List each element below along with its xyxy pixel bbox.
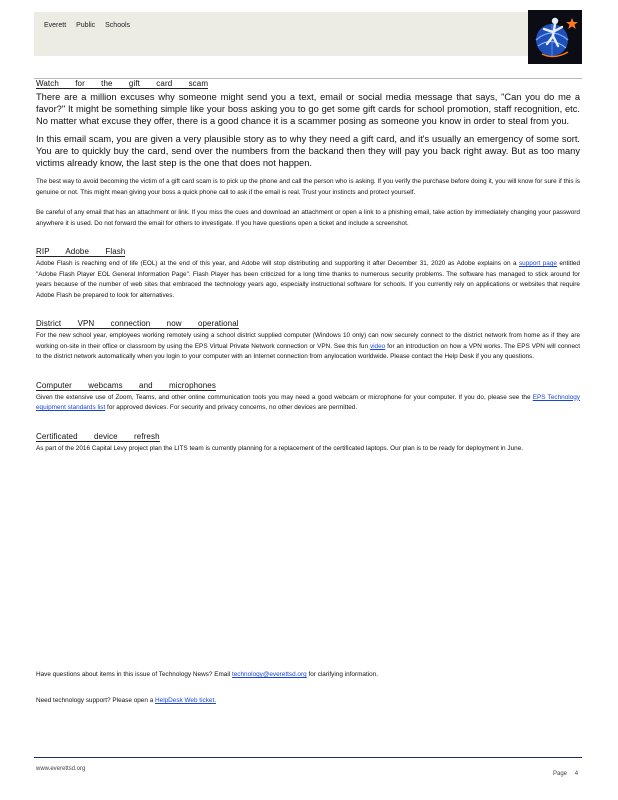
contact-support [36,697,580,704]
section-heading: RIP Adobe Flash [36,247,126,256]
vpn-video-link[interactable]: video [369,342,386,350]
paragraph-text: entitled "Adobe Flash Player EOL General Information Page". Flash Player has been criticized for a long time thanks to numerous security problems. The software has managed to stick around for years because of the number of web sites that embraced the technology years ago, especially instructional software for schools. If you currently rely on applications or websites that require Adobe Flash be prepared to look for alternatives. [36,260,581,299]
paragraph-text: Given the extensive use of Zoom, Teams, and other online communication tools you may need a good webcam or microphone for your computer. If you do, please see the [36,393,533,401]
page-number [553,771,578,777]
section-heading: Computer webcams and microphones [36,380,216,390]
section-device-refresh [36,426,580,455]
contact-text: Need technology support? Please open a [36,697,156,704]
section-gift-card-scam [36,73,580,229]
page-label: Page [553,771,568,777]
paragraph-text: for an introduction on how a VPN works. The EPS VPN will connect to the district network automatically when you login to your computer with an Internet connection from anylocation worldwide. Please contact the Help Desk if you any questions. [36,342,581,360]
page-number-value: 4 [574,771,579,777]
section-heading: Watch for the gift card scam [36,79,209,88]
paragraph-text: for approved devices. For security and privacy concerns, no other devices are permitted. [105,404,358,411]
district-logo-icon [528,10,582,64]
paragraph: In this email scam, you are given a very plausible story as to why they need a gift card, and it's usually an emergency of some sort. You are to quickly buy the card, send over the numbers from the backand then they will pay you back right away. But as too many victims already know, the last step is the one that does not happen. [36,134,580,168]
section-adobe-flash [36,241,580,301]
section-heading: Certificated device refresh [36,431,160,441]
paragraph [36,331,580,363]
footer-rule [34,757,582,758]
section-heading: District VPN connection now operational [36,319,239,328]
school-name: Everett Public Schools [44,22,131,29]
helpdesk-ticket-link[interactable]: HelpDesk Web ticket. [155,697,217,704]
paragraph-text: For the new school year, employees working remotely using a school district supplied computer (Windows 10 only) can now securely connect to the district network from home as if they are working on-site in their office or classroom by using the EPS Virtual Private Network connection or VPN. See this fun [36,332,580,350]
equipment-standards-link[interactable]: EPS Technology equipment standards list [36,393,581,411]
paragraph [36,259,580,301]
email-link[interactable]: technology@everettsd.org [231,671,307,678]
contact-questions [36,671,580,678]
section-webcams [36,375,580,414]
paragraph: Be careful of any email that has an attachment or link. If you miss the cues and download an attachment or open a link to a phishing email, take action by immediately changing your password anywhere it is used. Do not forward the email for others to investigate. If you have questions open a ticket and include a screenshot. [36,209,580,227]
paragraph: The best way to avoid becoming the victim of a gift card scam is to pick up the phone and call the person who is asking. If you verify the purchase before doing it, you will know for sure if this is genuine or not. This might mean giving your boss a quick phone call to ask if the email is real. Trust your instincts and protect yourself. [36,178,580,196]
paragraph-text: Adobe Flash is reaching end of life (EOL) at the end of this year, and Adobe will stop distributing and supporting it after December 31, 2020 as Adobe explains on a [36,260,519,267]
contact-text: Have questions about items in this issue of Technology News? Email [36,671,232,678]
newsletter-body [36,73,580,464]
support-page-link[interactable]: support page [518,260,557,267]
header-band [34,12,574,56]
contact-text: for clarifying information. [306,671,379,678]
paragraph: As part of the 2016 Capital Levy project plan the LITS team is currently planning for a replacement of the certificated laptops. Our plan is to be ready for deployment in June. [36,444,524,452]
paragraph [36,393,580,414]
paragraph: There are a million excuses why someone might send you a text, email or social media message that says, "Can you do me a favor?" It might be something simple like your boss asking you to go get some gift cards for school promotion, staff recognition, etc. No matter what excuse they offer, there is a good chance it is a scammer posing as someone you know in order to steal from you. [36,92,580,126]
footer-website: www.everettsd.org [36,766,86,772]
section-district-vpn [36,313,580,363]
